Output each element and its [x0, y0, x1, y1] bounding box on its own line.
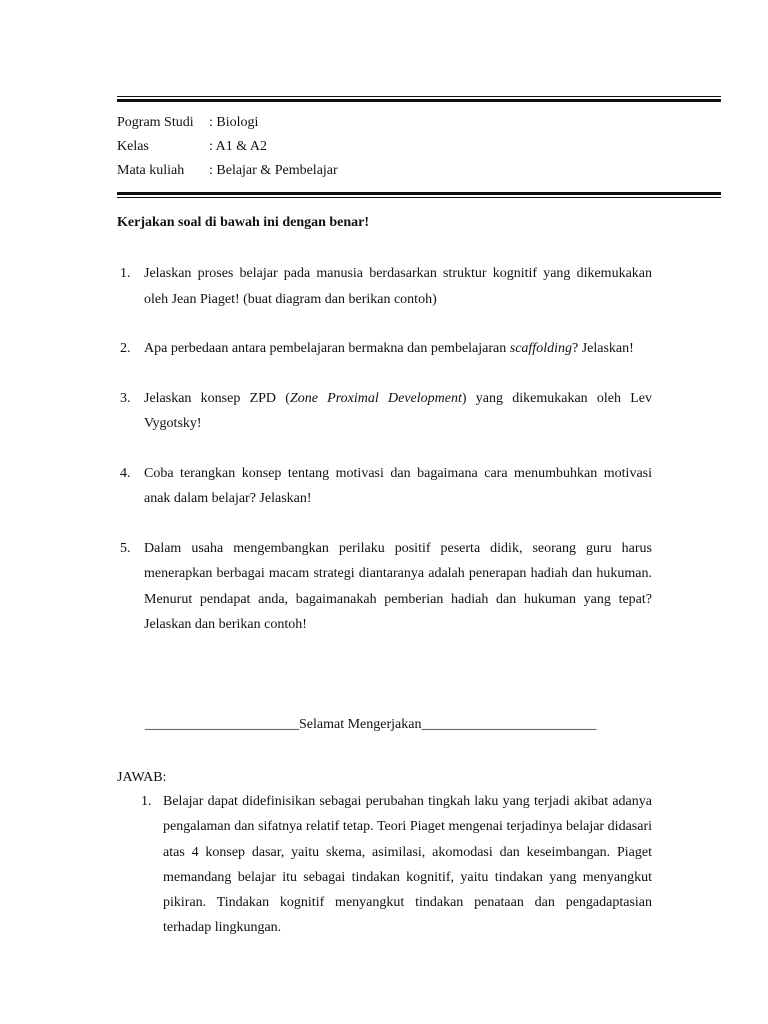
question-text: Dalam usaha mengembangkan perilaku positif peserta didik, seorang guru harus menerapkan berbagai macam strategi diantaranya adalah penerapan hadiah dan hukuman. Menurut pendapat anda, bagaimanakah pemberian hadiah dan hukuman yang tepat? Jelaskan dan berikan contoh!: [144, 540, 652, 632]
question-text: Apa perbedaan antara pembelajaran bermakna dan pembelajaran scaffolding? Jelaskan!: [144, 341, 634, 356]
info-row-class: [117, 135, 338, 159]
header-bottom-rule: [117, 192, 721, 198]
question-text: Coba terangkan konsep tentang motivasi dan bagaimana cara menumbuhkan motivasi anak dalam belajar? Jelaskan!: [144, 465, 652, 506]
header-top-rule: [117, 96, 721, 102]
info-row-program: [117, 111, 338, 135]
emphasis-term: scaffolding: [509, 341, 572, 356]
question-item: [117, 336, 652, 362]
answer-list: [141, 789, 652, 941]
info-value: : Biologi: [209, 115, 259, 130]
info-row-course: [117, 159, 338, 183]
question-item: [117, 386, 652, 437]
question-item: [117, 461, 652, 512]
info-label: Kelas: [117, 139, 149, 154]
instruction-text: Kerjakan soal di bawah ini dengan benar!: [117, 215, 370, 230]
answer-item: [141, 789, 652, 941]
question-number: 2.: [120, 341, 131, 356]
answer-text: Belajar dapat didefinisikan sebagai perubahan tingkah laku yang terjadi akibat adanya pengalaman dan sifatnya relatif tetap. Teori Piaget mengenai terjadinya belajar didasari atas 4 konsep dasar, yaitu skema, asimilasi, akomodasi dan keseimbangan. Piaget memandang belajar itu sebagai tindakan kognitif, yaitu tindakan yang menyangkut pikiran. Tindakan kognitif menyangkut tindakan penataan dan pengadaptasian terhadap lingkungan.: [163, 794, 652, 936]
answer-heading: JAWAB:: [117, 770, 167, 785]
question-text: Jelaskan konsep ZPD (Zone Proximal Development) yang dikemukakan oleh Lev Vygotsky!: [144, 390, 653, 431]
info-label: Pogram Studi: [117, 115, 194, 130]
question-item: [117, 261, 652, 312]
question-item: [117, 536, 652, 638]
question-number: 5.: [120, 540, 131, 556]
question-list: [117, 261, 652, 638]
question-text: Jelaskan proses belajar pada manusia berdasarkan struktur kognitif yang dikemukakan oleh Jean Piaget! (buat diagram dan berikan contoh): [144, 266, 652, 307]
question-number: 3.: [120, 390, 131, 406]
course-info: [117, 111, 338, 183]
emphasis-term: Zone Proximal Development: [289, 390, 462, 406]
question-number: 1.: [120, 266, 131, 281]
closing-line: ______________________Selamat Mengerjakan_________________________: [145, 717, 597, 732]
info-value: : Belajar & Pembelajar: [209, 163, 338, 178]
answer-number: 1.: [141, 794, 152, 809]
info-value: : A1 & A2: [209, 139, 267, 154]
info-label: Mata kuliah: [117, 163, 185, 178]
question-number: 4.: [120, 465, 131, 481]
